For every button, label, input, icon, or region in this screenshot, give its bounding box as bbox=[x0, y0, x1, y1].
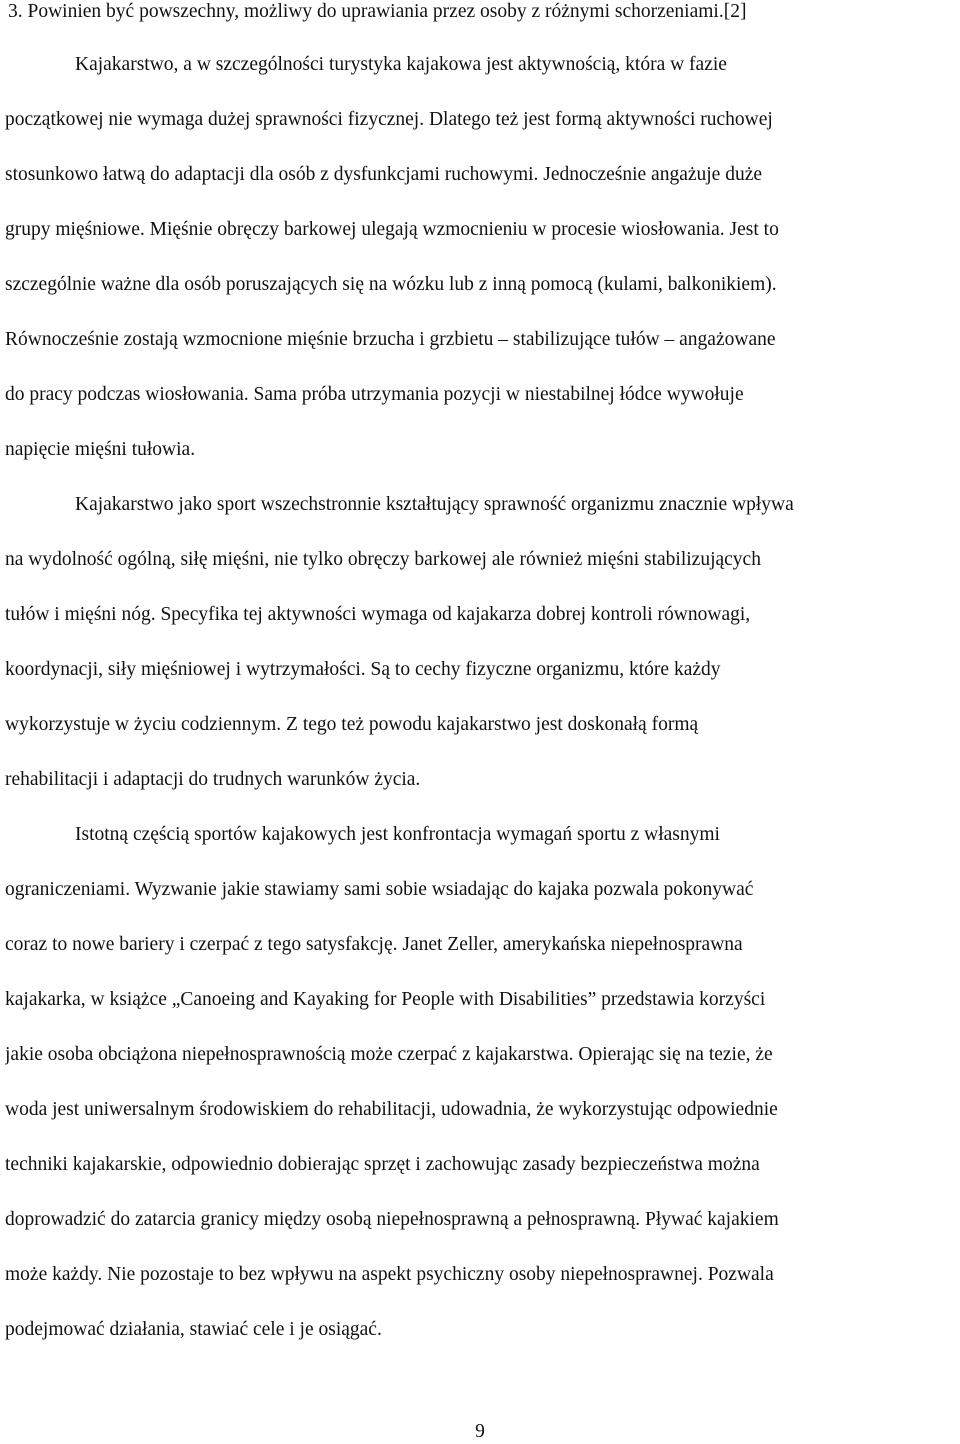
paragraph-3-line: Istotną częścią sportów kajakowych jest konfrontacja wymagań sportu z własnymi bbox=[75, 824, 720, 845]
paragraph-3-line: coraz to nowe bariery i czerpać z tego satysfakcję. Janet Zeller, amerykańska niepełnosprawna bbox=[5, 934, 743, 955]
paragraph-3-line: techniki kajakarskie, odpowiednio dobierając sprzęt i zachowując zasady bezpieczeństwa można bbox=[5, 1154, 760, 1175]
paragraph-3-line: woda jest uniwersalnym środowiskiem do rehabilitacji, udowadnia, że wykorzystując odpowiednie bbox=[5, 1099, 778, 1120]
paragraph-1-line: początkowej nie wymaga dużej sprawności fizycznej. Dlatego też jest formą aktywności ruchowej bbox=[5, 109, 773, 130]
paragraph-3-line: doprowadzić do zatarcia granicy między osobą niepełnosprawną a pełnosprawną. Pływać kajakiem bbox=[5, 1209, 779, 1230]
paragraph-3-line: jakie osoba obciążona niepełnosprawnością może czerpać z kajakarstwa. Opierając się na tezie, że bbox=[5, 1044, 773, 1065]
paragraph-1-line: grupy mięśniowe. Mięśnie obręczy barkowej ulegają wzmocnieniu w procesie wiosłowania. Jest to bbox=[5, 219, 779, 240]
paragraph-1-line: do pracy podczas wiosłowania. Sama próba utrzymania pozycji w niestabilnej łódce wywołuje bbox=[5, 384, 744, 405]
paragraph-3-line: może każdy. Nie pozostaje to bez wpływu na aspekt psychiczny osoby niepełnosprawnej. Pozwala bbox=[5, 1264, 774, 1285]
paragraph-1-line: szczególnie ważne dla osób poruszających się na wózku lub z inną pomocą (kulami, balkonikiem). bbox=[5, 274, 777, 295]
paragraph-2-line: na wydolność ogólną, siłę mięśni, nie tylko obręczy barkowej ale również mięśni stabilizujących bbox=[5, 549, 761, 570]
paragraph-1-line: napięcie mięśni tułowia. bbox=[5, 439, 196, 460]
paragraph-2-line: wykorzystuje w życiu codziennym. Z tego też powodu kajakarstwo jest doskonałą formą bbox=[5, 714, 699, 735]
paragraph-2-line: koordynacji, siły mięśniowej i wytrzymałości. Są to cechy fizyczne organizmu, które każdy bbox=[5, 659, 721, 680]
paragraph-1-line: Kajakarstwo, a w szczególności turystyka kajakowa jest aktywnością, która w fazie bbox=[75, 54, 727, 75]
paragraph-2-line: rehabilitacji i adaptacji do trudnych warunków życia. bbox=[5, 769, 421, 790]
paragraph-3-line: podejmować działania, stawiać cele i je osiągać. bbox=[5, 1319, 382, 1340]
list-item-3: 3. Powinien być powszechny, możliwy do uprawiania przez osoby z różnymi schorzeniami.[2] bbox=[8, 1, 747, 22]
paragraph-3-line: ograniczeniami. Wyzwanie jakie stawiamy sami sobie wsiadając do kajaka pozwala pokonywać bbox=[5, 879, 754, 900]
paragraph-3-line: kajakarka, w książce „Canoeing and Kayaking for People with Disabilities” przedstawia korzyści bbox=[5, 989, 766, 1010]
paragraph-2-line: Kajakarstwo jako sport wszechstronnie kształtujący sprawność organizmu znacznie wpływa bbox=[75, 494, 794, 515]
paragraph-2-line: tułów i mięśni nóg. Specyfika tej aktywności wymaga od kajakarza dobrej kontroli równowagi, bbox=[5, 604, 751, 625]
page-number: 9 bbox=[475, 1421, 485, 1442]
paragraph-1-line: stosunkowo łatwą do adaptacji dla osób z dysfunkcjami ruchowymi. Jednocześnie angażuje duże bbox=[5, 164, 763, 185]
paragraph-1-line: Równocześnie zostają wzmocnione mięśnie brzucha i grzbietu – stabilizujące tułów – angażowane bbox=[5, 329, 776, 350]
